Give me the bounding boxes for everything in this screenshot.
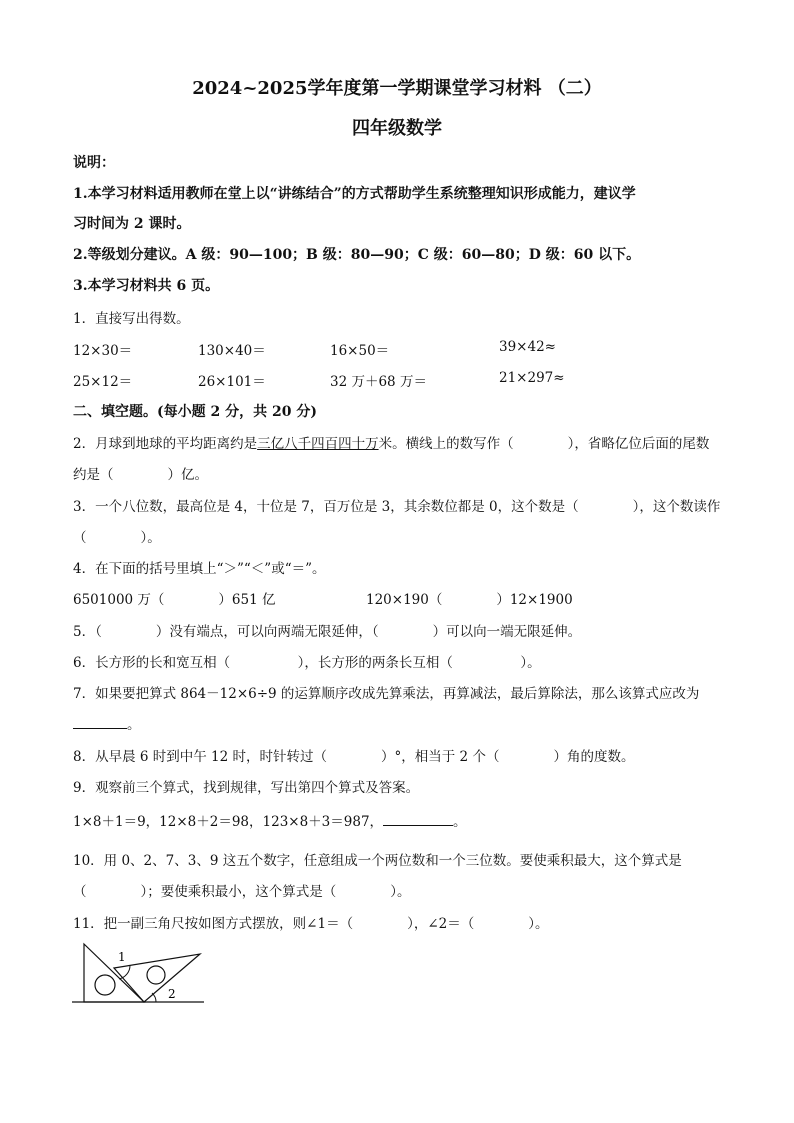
question-10-line-1: 10．用 0、2、7、3、9 这五个数字，任意组成一个两位数和一个三位数。要使乘积最大，这个算式是	[73, 853, 682, 869]
question-9-formulas: 1×8＋1＝9，12×8＋2＝98，123×8＋3＝987，	[73, 814, 384, 830]
answer-blank[interactable]	[73, 727, 127, 729]
calc-item: 130×40＝	[198, 343, 266, 359]
question-2-line-2: 约是（ ）亿。	[73, 467, 208, 483]
section-2-heading: 二、填空题。(每小题 2 分，共 20 分)	[73, 404, 317, 420]
question-2-line-1	[73, 432, 709, 452]
question-4-text: 4．在下面的括号里填上“＞”“＜”或“＝”。	[73, 561, 326, 577]
question-10-line-2: （ ）；要使乘积最小，这个算式是（ ）。	[73, 884, 411, 900]
note-1-line-2: 习时间为 2 课时。	[73, 216, 191, 232]
question-5: 5．（ ）没有端点，可以向两端无限延伸，（ ）可以向一端无限延伸。	[73, 624, 582, 640]
compare-item: 6501000 万（ ）651 亿	[73, 592, 276, 608]
question-2-underlined: 三亿八千四百四十万	[257, 436, 379, 452]
question-7-line-1: 7．如果要把算式 864－12×6÷9 的运算顺序改成先算乘法，再算减法，最后算除法，那么该算式应改为	[73, 686, 700, 702]
page-subtitle: 四年级数学	[352, 118, 442, 139]
angle-2-label: 2	[168, 987, 176, 1001]
question-8: 8．从早晨 6 时到中午 12 时，时针转过（ ）°，相当于 2 个（ ）角的度数。	[73, 749, 635, 765]
set-square-hole	[95, 975, 115, 995]
calc-item: 25×12＝	[73, 374, 133, 390]
question-2-part-b: 米。横线上的数写作（ ），省略亿位后面的尾数	[378, 436, 710, 452]
note-3: 3.本学习材料共 6 页。	[73, 278, 220, 294]
calc-item: 26×101＝	[198, 374, 266, 390]
triangle-rulers-figure	[70, 940, 210, 1010]
question-2-part-a: 2．月球到地球的平均距离约是	[73, 436, 258, 452]
answer-blank[interactable]	[383, 824, 453, 826]
page-title: 2024~2025学年度第一学期课堂学习材料 （二）	[192, 78, 602, 99]
compare-item: 120×190（ ）12×1900	[366, 592, 573, 608]
notes-label: 说明：	[73, 155, 115, 171]
calc-item: 12×30＝	[73, 343, 133, 359]
question-3-line-2: （ ）。	[73, 530, 161, 546]
question-7-end: 。	[127, 717, 141, 733]
set-square-30-60	[114, 954, 200, 1002]
note-2: 2.等级划分建议。A 级：90—100；B 级：80—90；C 级：60—80；D 级：60 以下。	[73, 247, 641, 263]
question-7-line-2	[73, 713, 141, 733]
question-9-end: 。	[453, 814, 467, 830]
set-square-45	[84, 944, 144, 1002]
question-6: 6．长方形的长和宽互相（ ），长方形的两条长互相（ ）。	[73, 655, 541, 671]
question-1-text: 1．直接写出得数。	[73, 311, 190, 327]
calc-item: 32 万＋68 万＝	[330, 374, 427, 390]
question-11-text: 11．把一副三角尺按如图方式摆放，则∠1＝（ ），∠2＝（ ）。	[73, 916, 549, 932]
question-3-line-1: 3．一个八位数，最高位是 4，十位是 7，百万位是 3，其余数位都是 0，这个数是（ ），这个数读作	[73, 499, 721, 515]
question-9-text: 9．观察前三个算式，找到规律，写出第四个算式及答案。	[73, 780, 420, 796]
calc-item: 21×297≈	[499, 370, 565, 386]
calc-item: 16×50＝	[330, 343, 390, 359]
note-1-line-1: 1.本学习材料适用教师在堂上以“讲练结合”的方式帮助学生系统整理知识形成能力，建议学	[73, 186, 636, 202]
set-square-hole	[147, 966, 165, 984]
calc-item: 39×42≈	[499, 339, 556, 355]
angle-1-label: 1	[118, 950, 126, 964]
question-9-sequence	[73, 810, 467, 830]
